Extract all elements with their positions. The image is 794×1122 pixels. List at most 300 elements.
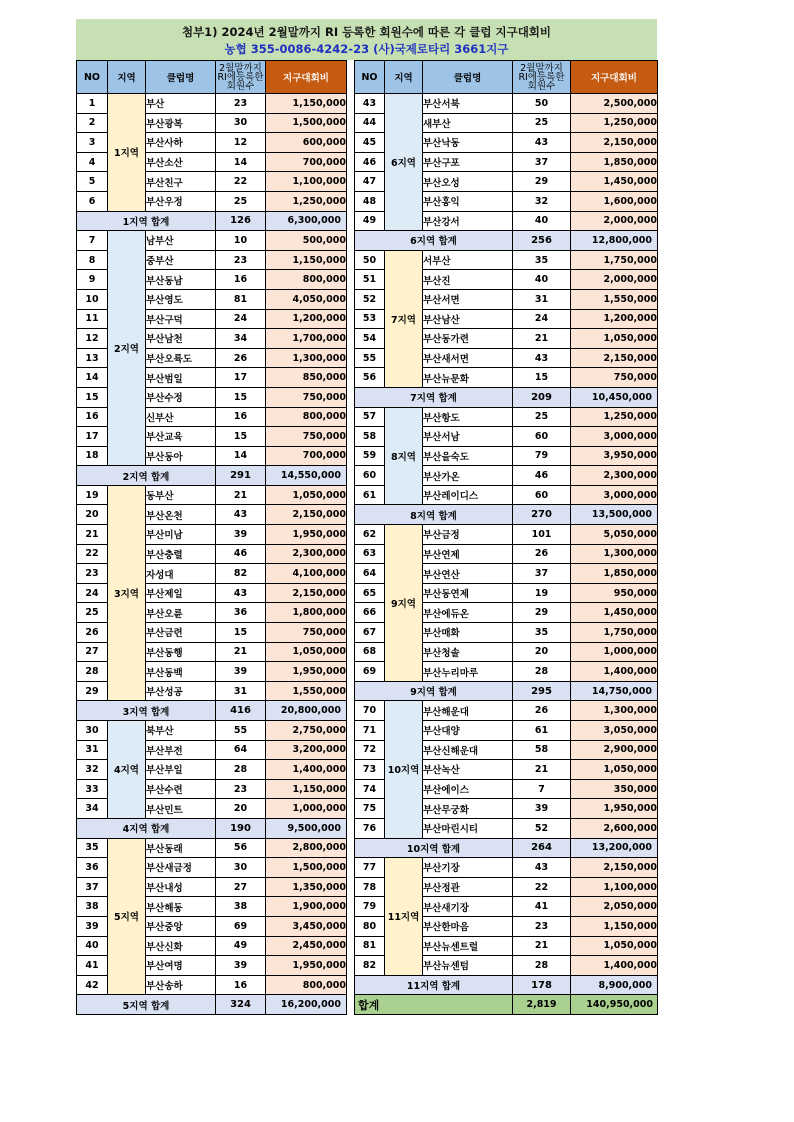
district-fee: 3,950,000 <box>571 446 658 466</box>
row-number: 15 <box>77 387 108 407</box>
subtotal-label: 2지역 합계 <box>77 466 216 486</box>
member-count: 82 <box>216 564 266 584</box>
row-number: 42 <box>77 975 108 995</box>
row-number: 37 <box>77 877 108 897</box>
district-fee: 2,900,000 <box>571 740 658 760</box>
district-fee: 1,150,000 <box>266 94 347 114</box>
subtotal-fee: 16,200,000 <box>266 995 347 1015</box>
club-name: 부산오성 <box>423 172 513 192</box>
member-count: 21 <box>513 760 571 780</box>
table-row <box>355 525 658 545</box>
club-name: 부산사하 <box>146 133 216 153</box>
member-count: 61 <box>513 721 571 741</box>
region-cell: 2지역 <box>108 231 146 466</box>
row-number: 62 <box>355 525 385 545</box>
row-number: 29 <box>77 681 108 701</box>
member-count: 64 <box>216 740 266 760</box>
member-count: 52 <box>513 818 571 838</box>
district-fee: 2,800,000 <box>266 838 347 858</box>
subtotal-row <box>355 975 658 995</box>
member-count: 22 <box>216 172 266 192</box>
district-fee: 2,050,000 <box>571 897 658 917</box>
club-name: 부산녹산 <box>423 760 513 780</box>
member-count: 43 <box>513 133 571 153</box>
member-count: 58 <box>513 740 571 760</box>
table-row <box>77 721 347 741</box>
district-fee: 2,000,000 <box>571 270 658 290</box>
club-name: 부산부전 <box>146 740 216 760</box>
subtotal-members: 295 <box>513 681 571 701</box>
club-name: 부산내성 <box>146 877 216 897</box>
member-count: 28 <box>513 662 571 682</box>
club-name: 부산매화 <box>423 623 513 643</box>
row-number: 27 <box>77 642 108 662</box>
district-fee: 800,000 <box>266 975 347 995</box>
district-fee: 1,400,000 <box>571 662 658 682</box>
club-name: 부산서남 <box>423 427 513 447</box>
district-fee: 2,500,000 <box>571 94 658 114</box>
member-count: 16 <box>216 270 266 290</box>
row-number: 61 <box>355 485 385 505</box>
club-name: 부산대양 <box>423 721 513 741</box>
club-name: 부산서면 <box>423 289 513 309</box>
subtotal-members: 270 <box>513 505 571 525</box>
district-fee: 2,150,000 <box>571 348 658 368</box>
subtotal-fee: 14,550,000 <box>266 466 347 486</box>
district-fee: 1,250,000 <box>571 407 658 427</box>
district-fee: 700,000 <box>266 446 347 466</box>
club-name: 부산우정 <box>146 191 216 211</box>
district-fee: 1,350,000 <box>266 877 347 897</box>
header-fee: 지구대회비 <box>266 61 347 94</box>
district-fee: 1,950,000 <box>571 799 658 819</box>
club-name: 부산새금정 <box>146 858 216 878</box>
subtotal-fee: 20,800,000 <box>266 701 347 721</box>
row-number: 13 <box>77 348 108 368</box>
row-number: 8 <box>77 250 108 270</box>
district-fee: 1,750,000 <box>571 250 658 270</box>
club-name: 부산누리마루 <box>423 662 513 682</box>
row-number: 12 <box>77 329 108 349</box>
member-count: 15 <box>513 368 571 388</box>
club-name: 서부산 <box>423 250 513 270</box>
row-number: 24 <box>77 583 108 603</box>
club-name: 부산진 <box>423 270 513 290</box>
district-fee: 1,550,000 <box>266 681 347 701</box>
header-club: 클럽명 <box>146 61 216 94</box>
club-name: 부산낙동 <box>423 133 513 153</box>
member-count: 23 <box>216 250 266 270</box>
club-name: 부산기장 <box>423 858 513 878</box>
header-region: 지역 <box>385 61 423 94</box>
subtotal-members: 264 <box>513 838 571 858</box>
district-fee: 1,100,000 <box>571 877 658 897</box>
subtotal-members: 416 <box>216 701 266 721</box>
subtotal-members: 190 <box>216 818 266 838</box>
row-number: 45 <box>355 133 385 153</box>
club-name: 부산여명 <box>146 956 216 976</box>
member-count: 46 <box>216 544 266 564</box>
member-count: 101 <box>513 525 571 545</box>
district-fee: 3,050,000 <box>571 721 658 741</box>
member-count: 28 <box>216 760 266 780</box>
district-fee: 1,500,000 <box>266 858 347 878</box>
subtotal-members: 209 <box>513 387 571 407</box>
club-name: 부산해운대 <box>423 701 513 721</box>
district-fee: 2,150,000 <box>266 505 347 525</box>
row-number: 69 <box>355 662 385 682</box>
subtotal-fee: 13,500,000 <box>571 505 658 525</box>
club-name: 부산수련 <box>146 779 216 799</box>
table-row <box>355 94 658 114</box>
district-fee: 2,150,000 <box>571 133 658 153</box>
row-number: 56 <box>355 368 385 388</box>
row-number: 67 <box>355 623 385 643</box>
header-fee: 지구대회비 <box>571 61 658 94</box>
member-count: 15 <box>216 623 266 643</box>
member-count: 39 <box>216 956 266 976</box>
district-fee: 1,850,000 <box>571 152 658 172</box>
subtotal-label: 6지역 합계 <box>355 231 513 251</box>
subtotal-row <box>77 211 347 231</box>
district-fee: 1,050,000 <box>571 936 658 956</box>
table-row <box>355 858 658 878</box>
member-count: 19 <box>513 583 571 603</box>
club-name: 부산새서면 <box>423 348 513 368</box>
district-fee: 1,000,000 <box>571 642 658 662</box>
district-fee: 4,100,000 <box>266 564 347 584</box>
club-name: 부산송하 <box>146 975 216 995</box>
member-count: 22 <box>513 877 571 897</box>
bank-account: 농협 355-0086-4242-23 (사)국제로타리 3661지구 <box>224 42 509 56</box>
region-cell: 8지역 <box>385 407 423 505</box>
row-number: 44 <box>355 113 385 133</box>
club-name: 부산레이디스 <box>423 485 513 505</box>
club-name: 부산에듀온 <box>423 603 513 623</box>
member-count: 16 <box>216 407 266 427</box>
member-count: 23 <box>513 916 571 936</box>
club-name: 부산가온 <box>423 466 513 486</box>
member-count: 69 <box>216 916 266 936</box>
subtotal-row <box>355 231 658 251</box>
header-region: 지역 <box>108 61 146 94</box>
header-members-line1: 2월말까지 <box>219 62 262 74</box>
row-number: 14 <box>77 368 108 388</box>
member-count: 31 <box>216 681 266 701</box>
club-name: 부산뉴문화 <box>423 368 513 388</box>
member-count: 35 <box>513 623 571 643</box>
table-row <box>355 407 658 427</box>
member-count: 28 <box>513 956 571 976</box>
row-number: 51 <box>355 270 385 290</box>
row-number: 49 <box>355 211 385 231</box>
row-number: 77 <box>355 858 385 878</box>
table-header-row <box>355 61 658 94</box>
member-count: 35 <box>513 250 571 270</box>
district-fee: 1,950,000 <box>266 662 347 682</box>
row-number: 40 <box>77 936 108 956</box>
row-number: 76 <box>355 818 385 838</box>
subtotal-label: 8지역 합계 <box>355 505 513 525</box>
club-name: 부산동행 <box>146 642 216 662</box>
district-fee: 1,600,000 <box>571 191 658 211</box>
district-fee: 1,450,000 <box>571 603 658 623</box>
district-fee: 1,000,000 <box>266 799 347 819</box>
row-number: 10 <box>77 289 108 309</box>
member-count: 24 <box>513 309 571 329</box>
district-fee: 2,600,000 <box>571 818 658 838</box>
district-fee: 3,200,000 <box>266 740 347 760</box>
member-count: 27 <box>216 877 266 897</box>
member-count: 43 <box>216 583 266 603</box>
district-fee: 1,250,000 <box>571 113 658 133</box>
row-number: 80 <box>355 916 385 936</box>
grand-total-members: 2,819 <box>513 995 571 1015</box>
district-fee: 1,750,000 <box>571 623 658 643</box>
row-number: 39 <box>77 916 108 936</box>
district-fee: 800,000 <box>266 407 347 427</box>
row-number: 65 <box>355 583 385 603</box>
club-name: 부산동연제 <box>423 583 513 603</box>
table-body-left <box>77 94 347 1015</box>
club-name: 부산성공 <box>146 681 216 701</box>
row-number: 79 <box>355 897 385 917</box>
header-members-line3: 회원수 <box>527 80 556 92</box>
district-fee: 350,000 <box>571 779 658 799</box>
club-name: 부산구포 <box>423 152 513 172</box>
member-count: 55 <box>216 721 266 741</box>
district-fee: 1,050,000 <box>266 485 347 505</box>
subtotal-row <box>355 838 658 858</box>
district-fee: 2,300,000 <box>571 466 658 486</box>
row-number: 58 <box>355 427 385 447</box>
member-count: 21 <box>513 329 571 349</box>
district-fee: 1,700,000 <box>266 329 347 349</box>
club-name: 부산동래 <box>146 838 216 858</box>
club-name: 부산연산 <box>423 564 513 584</box>
district-fee: 1,850,000 <box>571 564 658 584</box>
club-name: 부산마린시티 <box>423 818 513 838</box>
club-name: 부산연제 <box>423 544 513 564</box>
grand-total-fee: 140,950,000 <box>571 995 658 1015</box>
district-fee: 2,750,000 <box>266 721 347 741</box>
subtotal-row <box>77 466 347 486</box>
district-fee: 1,300,000 <box>571 701 658 721</box>
member-count: 20 <box>216 799 266 819</box>
club-name: 부산수정 <box>146 387 216 407</box>
row-number: 3 <box>77 133 108 153</box>
subtotal-label: 4지역 합계 <box>77 818 216 838</box>
subtotal-fee: 12,800,000 <box>571 231 658 251</box>
table-row <box>77 485 347 505</box>
fee-table-left <box>76 60 347 1015</box>
subtotal-row <box>355 505 658 525</box>
row-number: 81 <box>355 936 385 956</box>
grand-total-label: 합계 <box>355 995 513 1015</box>
row-number: 43 <box>355 94 385 114</box>
club-name: 부산영도 <box>146 289 216 309</box>
header-members-line2: RI에등록한 <box>518 71 565 83</box>
district-fee: 1,150,000 <box>571 916 658 936</box>
district-fee: 500,000 <box>266 231 347 251</box>
district-fee: 750,000 <box>266 427 347 447</box>
row-number: 60 <box>355 466 385 486</box>
club-name: 부산을숙도 <box>423 446 513 466</box>
row-number: 52 <box>355 289 385 309</box>
row-number: 26 <box>77 623 108 643</box>
subtotal-label: 9지역 합계 <box>355 681 513 701</box>
club-name: 동부산 <box>146 485 216 505</box>
district-fee: 1,400,000 <box>266 760 347 780</box>
district-fee: 1,050,000 <box>571 760 658 780</box>
header-no: NO <box>355 61 385 94</box>
row-number: 55 <box>355 348 385 368</box>
row-number: 25 <box>77 603 108 623</box>
member-count: 24 <box>216 309 266 329</box>
subtotal-label: 11지역 합계 <box>355 975 513 995</box>
member-count: 14 <box>216 152 266 172</box>
row-number: 1 <box>77 94 108 114</box>
region-cell: 1지역 <box>108 94 146 212</box>
club-name: 신부산 <box>146 407 216 427</box>
district-fee: 750,000 <box>571 368 658 388</box>
member-count: 23 <box>216 94 266 114</box>
row-number: 78 <box>355 877 385 897</box>
member-count: 12 <box>216 133 266 153</box>
subtotal-members: 291 <box>216 466 266 486</box>
club-name: 부산뉴센텀 <box>423 956 513 976</box>
member-count: 41 <box>513 897 571 917</box>
member-count: 15 <box>216 427 266 447</box>
row-number: 63 <box>355 544 385 564</box>
row-number: 16 <box>77 407 108 427</box>
row-number: 66 <box>355 603 385 623</box>
club-name: 부산한마음 <box>423 916 513 936</box>
member-count: 60 <box>513 427 571 447</box>
subtotal-label: 10지역 합계 <box>355 838 513 858</box>
member-count: 46 <box>513 466 571 486</box>
club-name: 부산홍익 <box>423 191 513 211</box>
club-name: 부산동남 <box>146 270 216 290</box>
row-number: 38 <box>77 897 108 917</box>
club-name: 부산정관 <box>423 877 513 897</box>
row-number: 22 <box>77 544 108 564</box>
region-cell: 6지역 <box>385 94 423 231</box>
district-fee: 3,000,000 <box>571 485 658 505</box>
subtotal-label: 5지역 합계 <box>77 995 216 1015</box>
region-cell: 10지역 <box>385 701 423 838</box>
member-count: 36 <box>216 603 266 623</box>
member-count: 29 <box>513 172 571 192</box>
row-number: 50 <box>355 250 385 270</box>
table-header-row <box>77 61 347 94</box>
club-name: 부산뉴센트럴 <box>423 936 513 956</box>
club-name: 부산부일 <box>146 760 216 780</box>
subtotal-members: 256 <box>513 231 571 251</box>
district-fee: 1,100,000 <box>266 172 347 192</box>
subtotal-row <box>355 387 658 407</box>
row-number: 72 <box>355 740 385 760</box>
club-name: 부산교육 <box>146 427 216 447</box>
row-number: 32 <box>77 760 108 780</box>
fee-table-right <box>354 60 658 1015</box>
row-number: 23 <box>77 564 108 584</box>
district-fee: 1,150,000 <box>266 250 347 270</box>
member-count: 39 <box>216 525 266 545</box>
member-count: 21 <box>513 936 571 956</box>
district-fee: 1,300,000 <box>571 544 658 564</box>
table-row <box>355 701 658 721</box>
member-count: 25 <box>216 191 266 211</box>
club-name: 부산 <box>146 94 216 114</box>
header-members-line1: 2월말까지 <box>520 62 563 74</box>
district-fee: 1,500,000 <box>266 113 347 133</box>
row-number: 17 <box>77 427 108 447</box>
club-name: 부산중앙 <box>146 916 216 936</box>
subtotal-fee: 13,200,000 <box>571 838 658 858</box>
member-count: 17 <box>216 368 266 388</box>
district-fee: 1,050,000 <box>571 329 658 349</box>
member-count: 79 <box>513 446 571 466</box>
club-name: 부산강서 <box>423 211 513 231</box>
district-fee: 1,800,000 <box>266 603 347 623</box>
row-number: 2 <box>77 113 108 133</box>
member-count: 7 <box>513 779 571 799</box>
district-fee: 1,400,000 <box>571 956 658 976</box>
club-name: 부산무궁화 <box>423 799 513 819</box>
member-count: 43 <box>513 858 571 878</box>
district-fee: 1,900,000 <box>266 897 347 917</box>
member-count: 14 <box>216 446 266 466</box>
table-body-right <box>355 94 658 995</box>
member-count: 16 <box>216 975 266 995</box>
member-count: 81 <box>216 289 266 309</box>
subtotal-fee: 14,750,000 <box>571 681 658 701</box>
district-fee: 800,000 <box>266 270 347 290</box>
row-number: 5 <box>77 172 108 192</box>
district-fee: 5,050,000 <box>571 525 658 545</box>
member-count: 60 <box>513 485 571 505</box>
district-fee: 1,050,000 <box>266 642 347 662</box>
region-cell: 7지역 <box>385 250 423 387</box>
member-count: 31 <box>513 289 571 309</box>
row-number: 7 <box>77 231 108 251</box>
row-number: 20 <box>77 505 108 525</box>
subtotal-members: 178 <box>513 975 571 995</box>
member-count: 25 <box>513 113 571 133</box>
row-number: 64 <box>355 564 385 584</box>
row-number: 9 <box>77 270 108 290</box>
district-fee: 1,150,000 <box>266 779 347 799</box>
row-number: 33 <box>77 779 108 799</box>
member-count: 21 <box>216 485 266 505</box>
member-count: 39 <box>216 662 266 682</box>
subtotal-row <box>77 818 347 838</box>
member-count: 26 <box>513 701 571 721</box>
member-count: 26 <box>216 348 266 368</box>
subtotal-label: 3지역 합계 <box>77 701 216 721</box>
subtotal-fee: 10,450,000 <box>571 387 658 407</box>
district-fee: 700,000 <box>266 152 347 172</box>
club-name: 부산동백 <box>146 662 216 682</box>
district-fee: 1,200,000 <box>266 309 347 329</box>
district-fee: 1,200,000 <box>571 309 658 329</box>
district-fee: 950,000 <box>571 583 658 603</box>
row-number: 59 <box>355 446 385 466</box>
club-name: 부산미남 <box>146 525 216 545</box>
member-count: 30 <box>216 113 266 133</box>
district-fee: 3,000,000 <box>571 427 658 447</box>
